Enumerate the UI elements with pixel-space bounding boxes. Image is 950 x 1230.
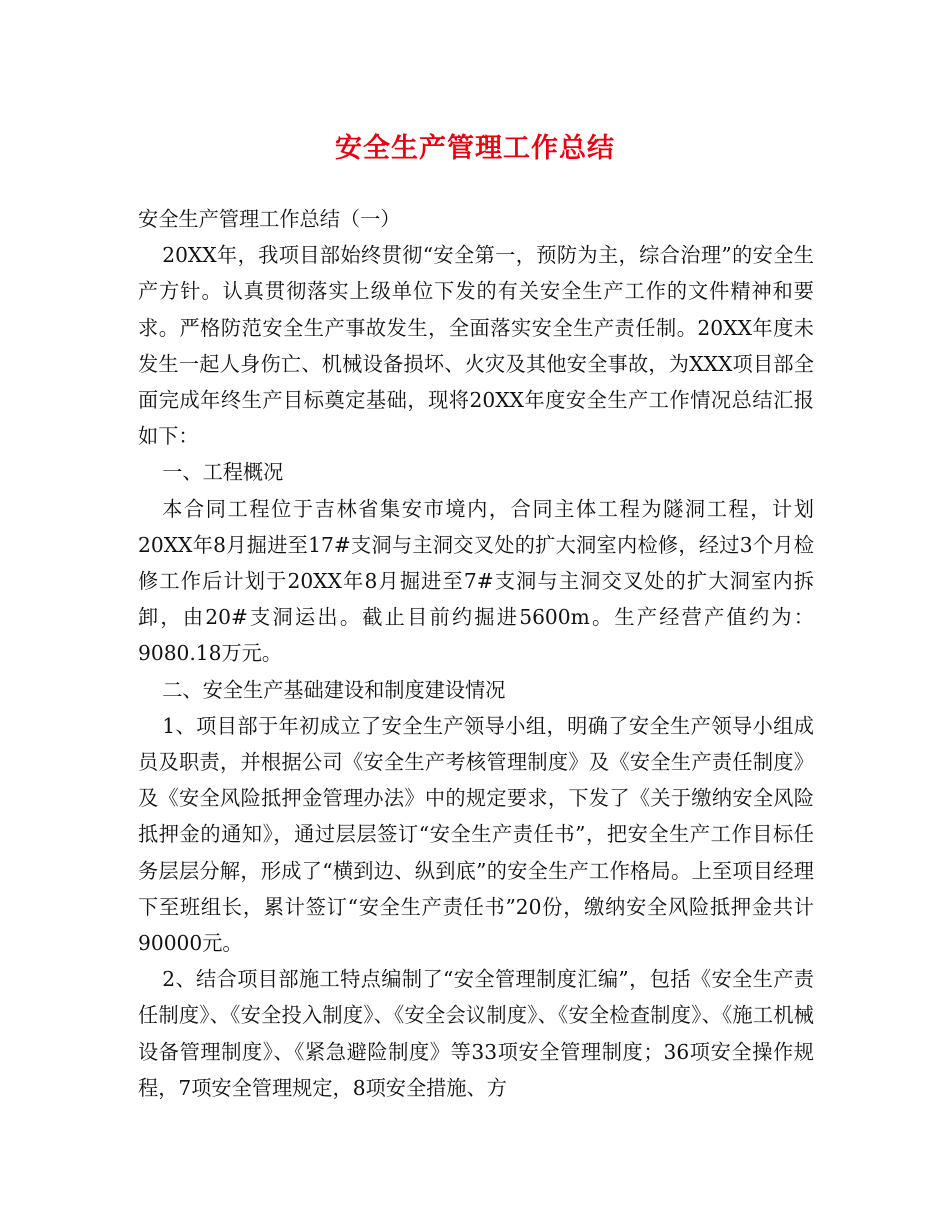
document-title: 安全生产管理工作总结 xyxy=(335,133,615,164)
document-body xyxy=(138,201,814,1106)
body-paragraph: 1、项目部于年初成立了安全生产领导小组，明确了安全生产领导小组成员及职责，并根据公司《安全生产考核管理制度》及《安全生产责任制度》及《安全风险抵押金管理办法》中的规定要求，下发了《关于缴纳安全风险抵押金的通知》，通过层层签订“安全生产责任书”，把安全生产工作目标任务层层分解，形成了“横到边、纵到底”的安全生产工作格局。上至项目经理下至班组长，累计签订“安全生产责任书”20份，缴纳安全风险抵押金共计90000元。 xyxy=(138,713,814,956)
section-heading: 安全生产管理工作总结（一） xyxy=(138,207,401,231)
body-paragraph: 本合同工程位于吉林省集安市境内，合同主体工程为隧洞工程，计划20XX年8月掘进至17#支洞与主洞交叉处的扩大洞室内检修，经过3个月检修工作后计划于20XX年8月掘进至7#支洞与主洞交叉处的扩大洞室内拆卸，由20#支洞运出。截止目前约掘进5600m。生产经营产值约为：9080.18万元。 xyxy=(138,496,814,666)
section-heading: 二、安全生产基础建设和制度建设情况 xyxy=(162,677,506,702)
body-paragraph: 2、结合项目部施工特点编制了“安全管理制度汇编”，包括《安全生产责任制度》、《安全投入制度》、《安全会议制度》、《安全检查制度》、《施工机械设备管理制度》、《紧急避险制度》等33项安全管理制度；36项安全操作规程，7项安全管理规定，8项安全措施、方 xyxy=(138,967,814,1100)
section-heading: 一、工程概况 xyxy=(162,460,284,485)
body-paragraph: 20XX年，我项目部始终贯彻“安全第一，预防为主，综合治理”的安全生产方针。认真贯彻落实上级单位下发的有关安全生产工作的文件精神和要求。严格防范安全生产事故发生，全面落实安全生产责任制。20XX年度未发生一起人身伤亡、机械设备损坏、火灾及其他安全事故，为XXX项目部全面完成年终生产目标奠定基础，现将20XX年度安全生产工作情况总结汇报如下： xyxy=(138,243,814,449)
